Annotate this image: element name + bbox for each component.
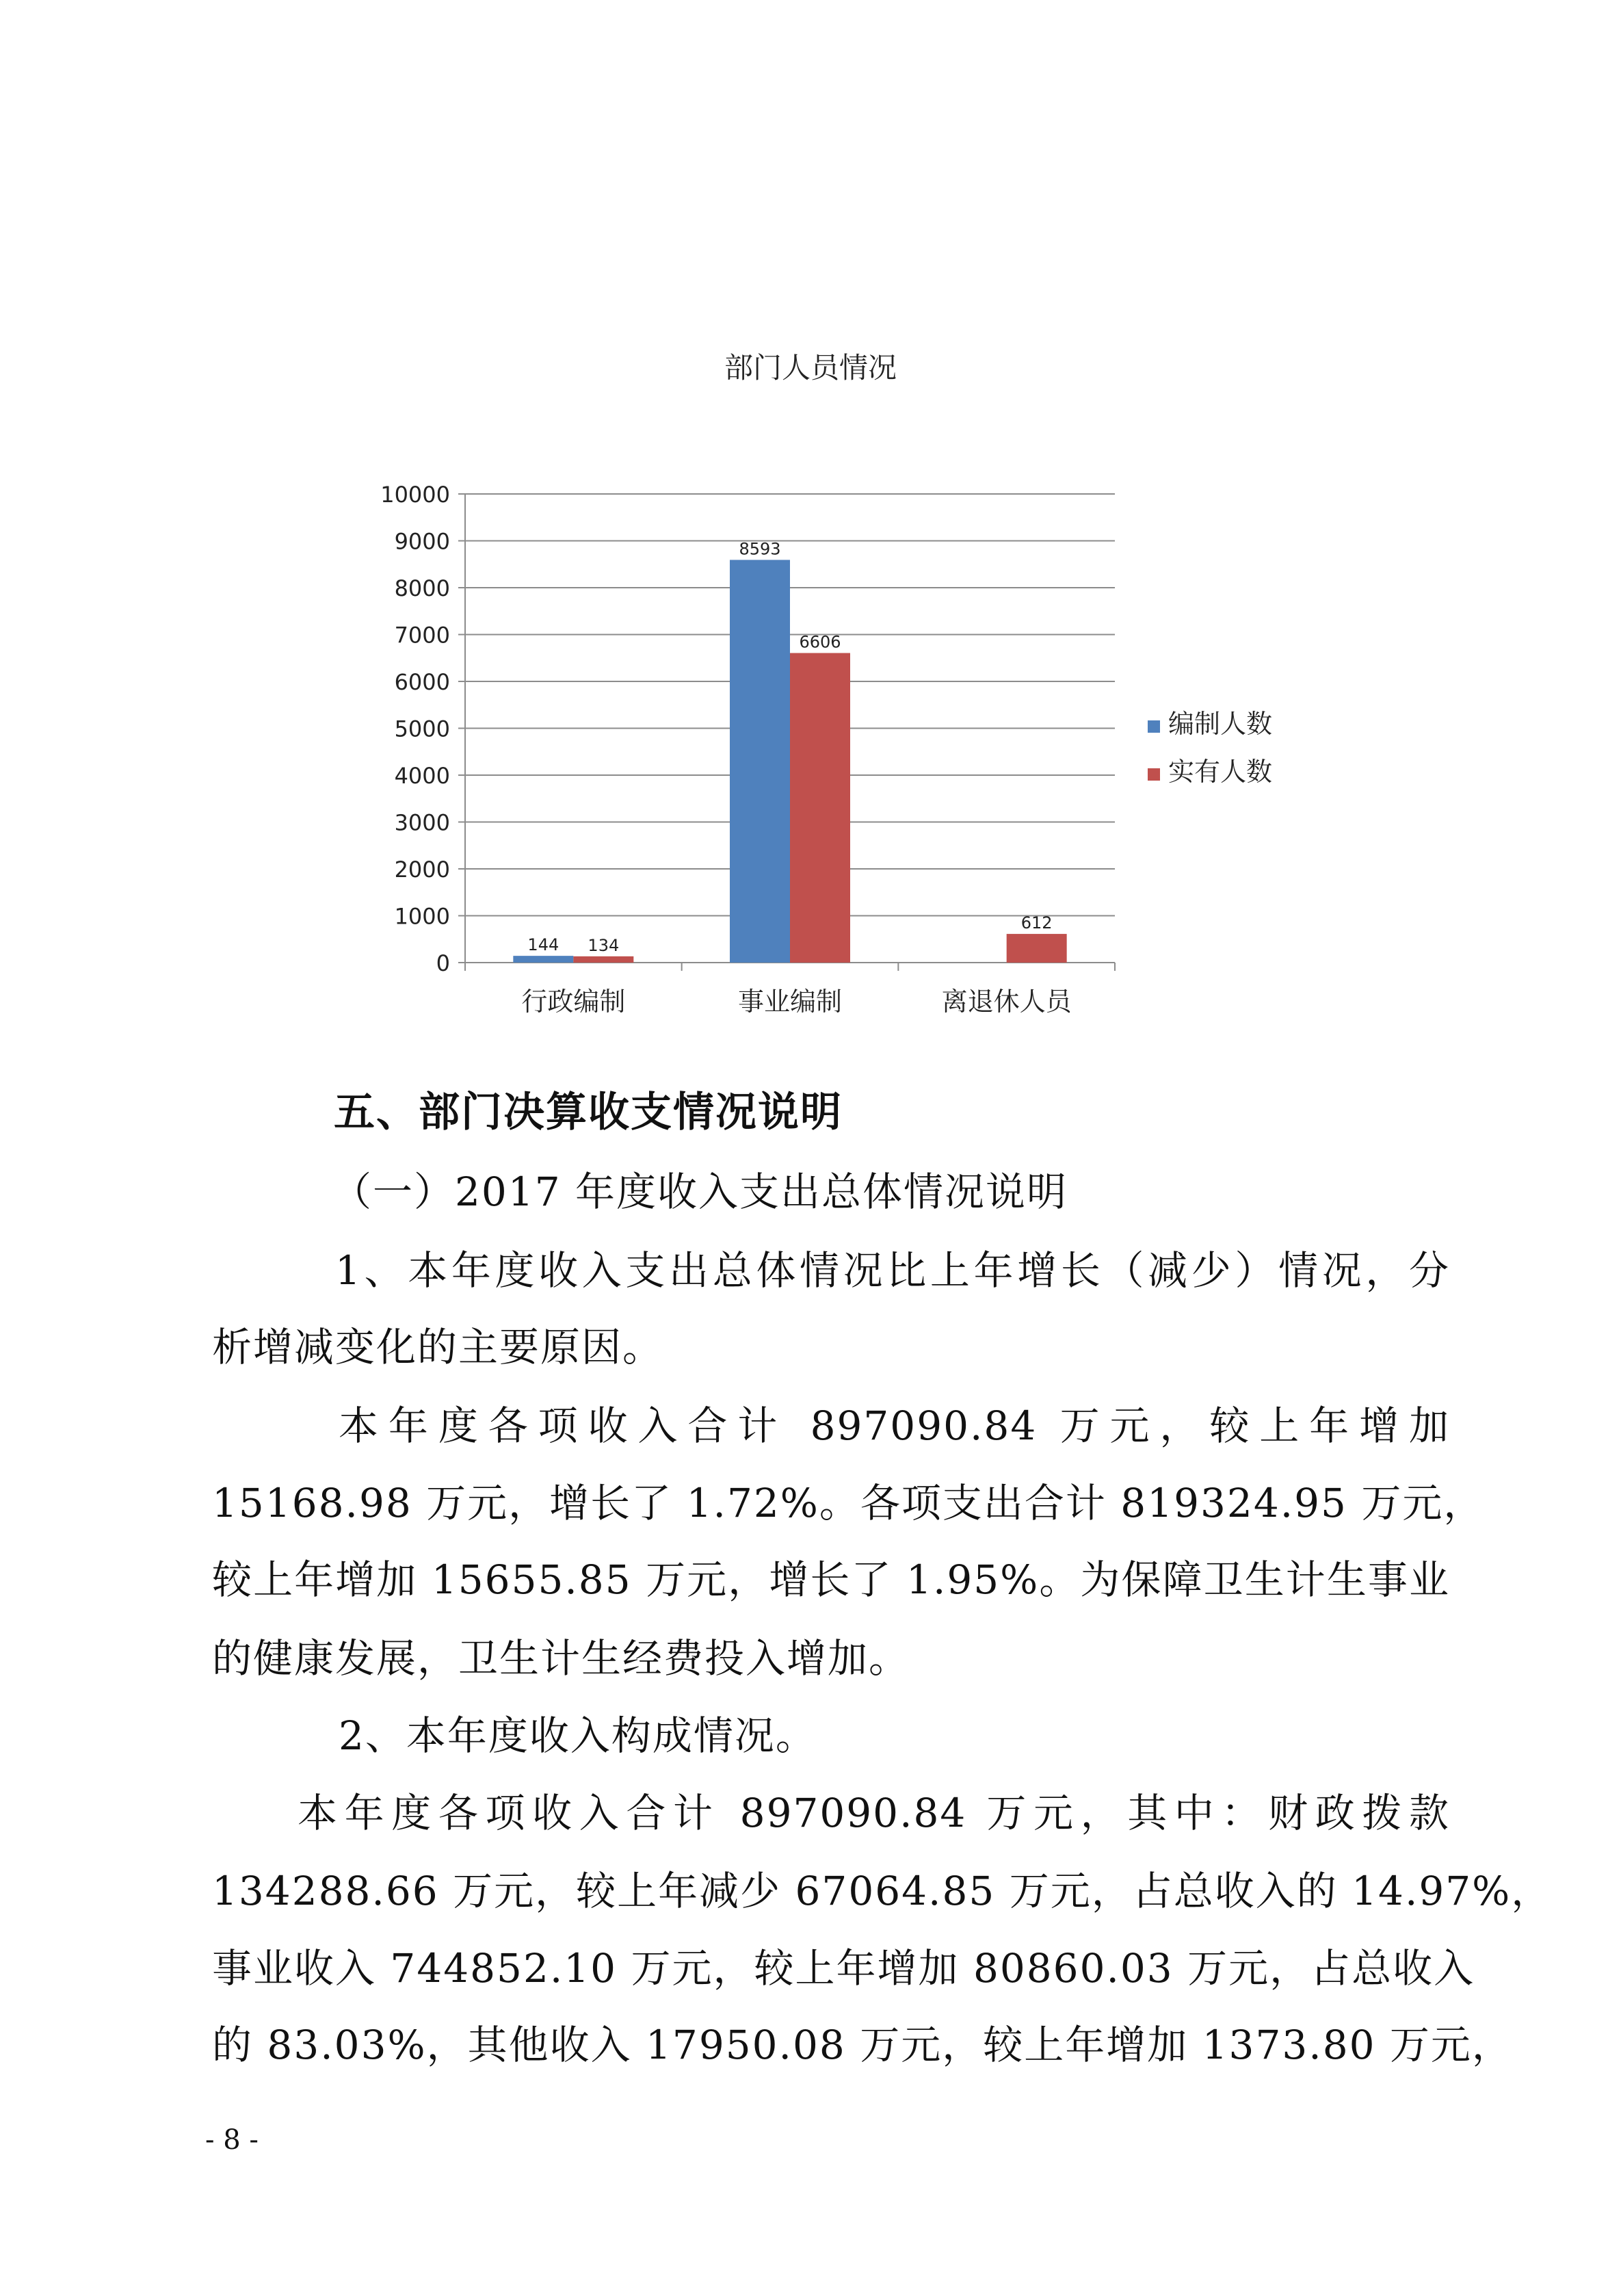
chart-labels <box>380 482 1073 1017</box>
page-number: - 8 - <box>205 2124 259 2156</box>
y-tick-label: 10000 <box>380 482 450 508</box>
data-label: 134 <box>588 935 620 955</box>
y-tick-label: 8000 <box>394 575 450 601</box>
y-tick-label: 1000 <box>394 903 450 930</box>
legend-label: 实有人数 <box>1168 757 1273 787</box>
data-label: 8593 <box>739 539 781 559</box>
paragraph-2-line-1: 本年度各项收入合计 897090.84 万元，较上年增加 <box>339 1403 1450 1449</box>
data-label: 144 <box>527 935 559 955</box>
bar-实有人数-事业编制 <box>790 653 850 963</box>
y-tick-label: 3000 <box>394 809 450 836</box>
data-label: 612 <box>1020 913 1053 933</box>
paragraph-4-line-4: 的 83.03%，其他收入 17950.08 万元，较上年增加 1373.80 万元， <box>212 2022 1513 2068</box>
y-tick-label: 4000 <box>394 763 450 789</box>
paragraph-2-line-3: 较上年增加 15655.85 万元，增长了 1.95%。为保障卫生计生事业 <box>212 1556 1450 1603</box>
paragraph-2-line-2: 15168.98 万元，增长了 1.72%。各项支出合计 819324.95 万元， <box>212 1480 1485 1526</box>
bar-实有人数-离退休人员 <box>1007 934 1067 963</box>
legend-label: 编制人数 <box>1168 709 1273 739</box>
y-tick-label: 2000 <box>394 857 450 883</box>
paragraph-1-line-1: 1、本年度收入支出总体情况比上年增长（减少）情况，分 <box>335 1247 1450 1294</box>
section-heading: 五、部门决算收支情况说明 <box>334 1088 843 1136</box>
paragraph-4-line-2: 134288.66 万元，较上年减少 67064.85 万元，占总收入的 14.97%， <box>212 1868 1553 1914</box>
y-tick-label: 6000 <box>394 669 450 695</box>
x-category-label: 离退休人员 <box>941 987 1072 1017</box>
paragraph-3: 2、本年度收入构成情况。 <box>339 1712 817 1759</box>
bar-编制人数-行政编制 <box>513 956 573 963</box>
y-tick-label: 9000 <box>394 528 450 555</box>
bar-实有人数-行政编制 <box>573 956 633 963</box>
y-tick-label: 0 <box>436 950 450 976</box>
y-tick-label: 5000 <box>394 716 450 742</box>
y-tick-label: 7000 <box>394 622 450 649</box>
bar-编制人数-事业编制 <box>730 560 790 963</box>
chart-bars <box>513 560 1066 963</box>
x-category-label: 事业编制 <box>737 987 843 1017</box>
chart-title: 部门人员情况 <box>724 351 897 384</box>
paragraph-4-line-1: 本年度各项收入合计 897090.84 万元，其中：财政拨款 <box>298 1790 1450 1836</box>
chart-legend <box>1148 709 1272 787</box>
paragraph-1-line-2: 析增减变化的主要原因。 <box>212 1324 664 1370</box>
staff-bar-chart <box>0 0 1621 1067</box>
legend-swatch <box>1148 720 1160 733</box>
paragraph-2-line-4: 的健康发展，卫生计生经费投入增加。 <box>212 1635 910 1682</box>
sub-heading: （一）2017 年度收入支出总体情况说明 <box>332 1169 1068 1215</box>
paragraph-4-line-3: 事业收入 744852.10 万元，较上年增加 80860.03 万元，占总收入 <box>212 1945 1475 1992</box>
data-label: 6606 <box>799 632 841 652</box>
legend-swatch <box>1148 768 1160 781</box>
x-category-label: 行政编制 <box>521 987 626 1017</box>
